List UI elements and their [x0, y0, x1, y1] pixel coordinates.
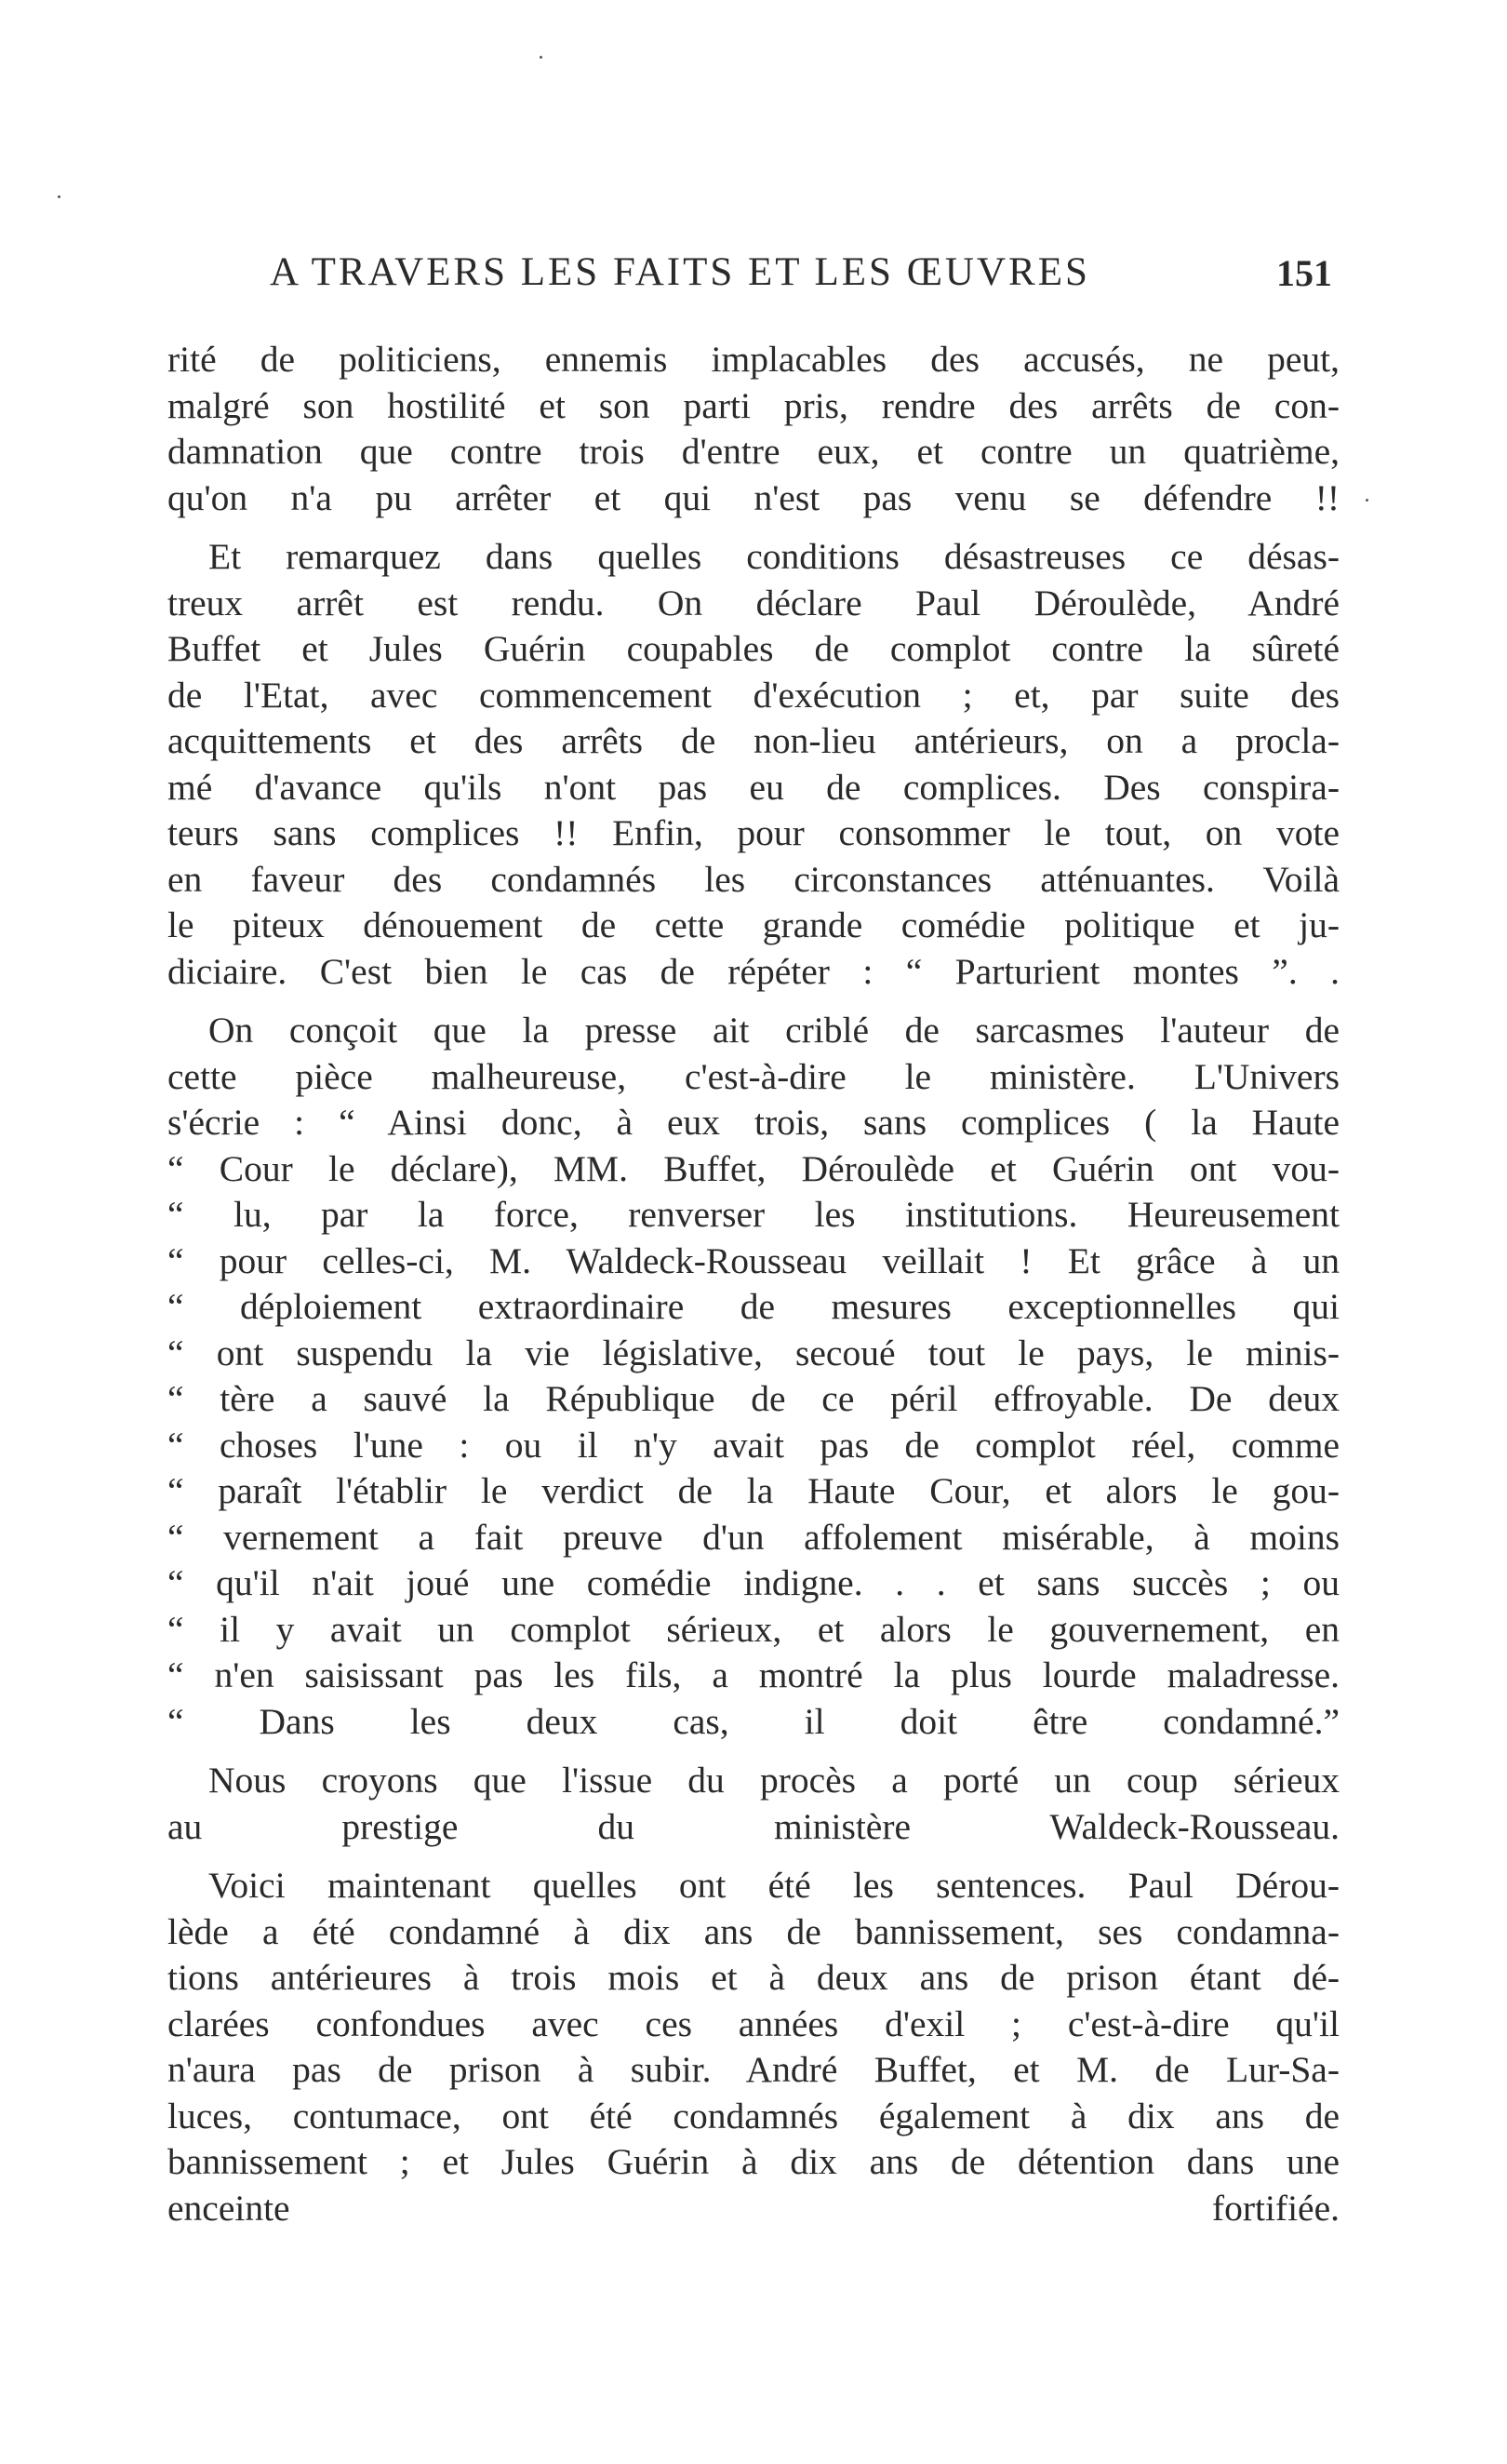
- text-line: malgré son hostilité et son parti pris, rendre des arrêts de con-: [167, 384, 1340, 426]
- text-line: “ choses l'une : ou il n'y avait pas de complot réel, comme: [167, 1424, 1340, 1466]
- running-title: A TRAVERS LES FAITS ET LES ŒUVRES: [270, 250, 1090, 294]
- text-line: qu'on n'a pu arrêter et qui n'est pas venu se défendre !!: [167, 476, 1340, 518]
- text-line: “ déploiement extraordinaire de mesures exceptionnelles qui: [167, 1286, 1340, 1327]
- paragraph-1: [167, 337, 1340, 521]
- text-line: s'écrie : “ Ainsi donc, à eux trois, sans complices ( la Haute: [167, 1102, 1340, 1143]
- text-line: tions antérieures à trois mois et à deux ans de prison étant dé-: [167, 1957, 1340, 1998]
- scan-speck: [540, 56, 542, 59]
- text-line: On conçoit que la presse ait criblé de sarcasmes l'auteur de: [208, 1010, 1340, 1051]
- text-line: de l'Etat, avec commencement d'exécution ; et, par suite des: [167, 674, 1340, 716]
- text-line: bannissement ; et Jules Guérin à dix ans de détention dans une: [167, 2141, 1340, 2182]
- text-line: rité de politiciens, ennemis implacables des accusés, ne peut,: [167, 339, 1340, 380]
- text-line: “ il y avait un complot sérieux, et alors le gouvernement, en: [167, 1608, 1340, 1650]
- text-line: teurs sans complices !! Enfin, pour consommer le tout, on vote: [167, 812, 1340, 853]
- text-line: mé d'avance qu'ils n'ont pas eu de complices. Des conspira-: [167, 766, 1340, 808]
- text-line: “ lu, par la force, renverser les institutions. Heureusement: [167, 1194, 1340, 1235]
- text-line: “ pour celles-ci, M. Waldeck-Rousseau veillait ! Et grâce à un: [167, 1239, 1340, 1281]
- text-line: luces, contumace, ont été condamnés également à dix ans de: [167, 2095, 1340, 2136]
- text-line: au prestige du ministère Waldeck-Rousseau.: [167, 1805, 1340, 1847]
- text-line: “ Dans les deux cas, il doit être condamné.”: [167, 1700, 1340, 1742]
- text-line: Nous croyons que l'issue du procès a porté un coup sérieux: [208, 1760, 1340, 1801]
- paragraph-4: [167, 1758, 1340, 1850]
- text-line: n'aura pas de prison à subir. André Buffet, et M. de Lur-Sa-: [167, 2049, 1340, 2090]
- text-line: “ ont suspendu la vie législative, secoué tout le pays, le minis-: [167, 1332, 1340, 1373]
- text-line: treux arrêt est rendu. On déclare Paul Déroulède, André: [167, 582, 1340, 623]
- scan-speck: [58, 195, 60, 198]
- text-line: “ vernement a fait preuve d'un affolement misérable, à moins: [167, 1516, 1340, 1558]
- text-line: en faveur des condamnés les circonstances atténuantes. Voilà: [167, 858, 1340, 900]
- page-number: 151: [1276, 252, 1332, 294]
- text-line: “ paraît l'établir le verdict de la Haute Cour, et alors le gou-: [167, 1470, 1340, 1511]
- text-line: lède a été condamné à dix ans de bannissement, ses condamna-: [167, 1910, 1340, 1952]
- text-line: “ n'en saisissant pas les fils, a montré la plus lourde maladresse.: [167, 1654, 1340, 1695]
- text-line: “ qu'il n'ait joué une comédie indigne. . . et sans succès ; ou: [167, 1562, 1340, 1603]
- paragraph-2: [167, 534, 1340, 995]
- text-line: Et remarquez dans quelles conditions désastreuses ce désas-: [208, 536, 1340, 577]
- text-line: Buffet et Jules Guérin coupables de complot contre la sûreté: [167, 628, 1340, 669]
- text-line: diciaire. C'est bien le cas de répéter : “ Parturient montes ”. .: [167, 950, 1340, 992]
- scan-speck: [1366, 499, 1368, 502]
- text-line: enceinte fortifiée.: [167, 2187, 1340, 2229]
- text-line: acquittements et des arrêts de non-lieu antérieurs, on a procla-: [167, 720, 1340, 761]
- text-line: clarées confondues avec ces années d'exil ; c'est-à-dire qu'il: [167, 2002, 1340, 2044]
- text-line: “ tère a sauvé la République de ce péril effroyable. De deux: [167, 1378, 1340, 1419]
- text-line: Voici maintenant quelles ont été les sentences. Paul Dérou-: [208, 1865, 1340, 1906]
- page-header: [270, 249, 1332, 305]
- text-line: le piteux dénouement de cette grande comédie politique et ju-: [167, 904, 1340, 945]
- text-body: [167, 337, 1340, 2244]
- text-line: “ Cour le déclare), MM. Buffet, Déroulède et Guérin ont vou-: [167, 1147, 1340, 1189]
- text-line: cette pièce malheureuse, c'est-à-dire le ministère. L'Univers: [167, 1055, 1340, 1097]
- text-line: damnation que contre trois d'entre eux, et contre un quatrième,: [167, 431, 1340, 472]
- paragraph-5: [167, 1863, 1340, 2231]
- paragraph-3: [167, 1008, 1340, 1745]
